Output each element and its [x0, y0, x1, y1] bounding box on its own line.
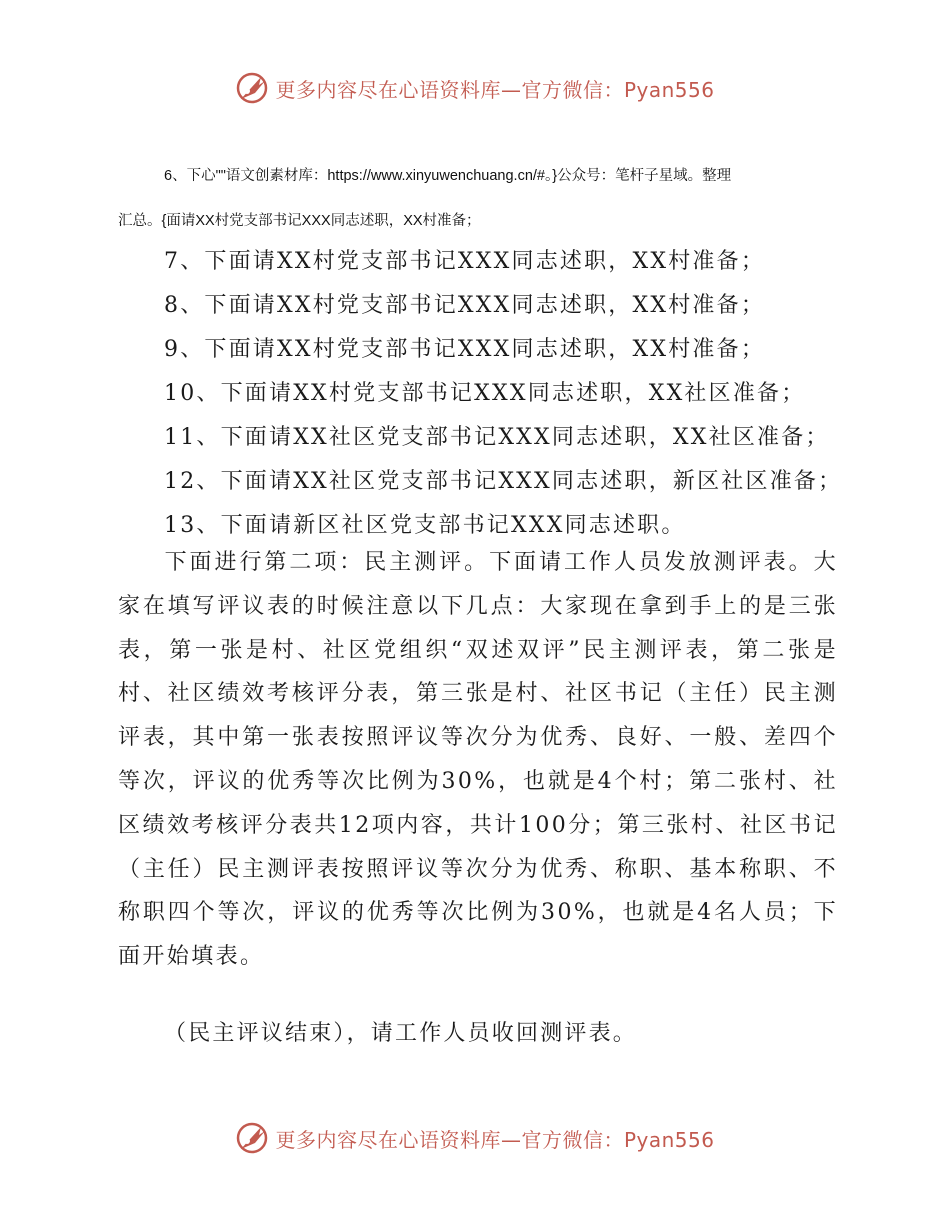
watermark-text: 更多内容尽在心语资料库—官方微信：Pyan556	[275, 77, 715, 102]
header-watermark	[0, 68, 950, 108]
watermark-text: 更多内容尽在心语资料库—官方微信：Pyan556	[275, 1127, 715, 1152]
body-paragraph-text: 下面进行第二项：民主测评。下面请工作人员发放测评表。大家在填写评议表的时候注意以下几点：大家现在拿到手上的是三张表，第一张是村、社区党组织“双述双评”民主测评表，第二张是村、社区绩效考核评分表，第三张是村、社区书记（主任）民主测评表，其中第一张表按照评议等次分为优秀、良好、一般、差四个等次，评议的优秀等次比例为30%，也就是4个村；第二张村、社区绩效考核评分表共12项内容，共计100分；第三张村、社区书记（主任）民主测评表按照评议等次分为优秀、称职、基本称职、不称职四个等次，评议的优秀等次比例为30%，也就是4名人员；下面开始填表。	[118, 550, 838, 970]
list-item: 12、下面请XX社区党支部书记XXX同志述职，新区社区准备；	[164, 469, 843, 494]
list-item: 13、下面请新区社区党支部书记XXX同志述职。	[164, 513, 686, 538]
body-paragraph	[118, 541, 838, 979]
intro-line-2: 汇总。{面请XX村党支部书记XXX同志述职，XX村准备；	[118, 213, 481, 229]
list-item: 9、下面请XX村党支部书记XXX同志述职，XX村准备；	[164, 337, 766, 362]
list-item: 7、下面请XX村党支部书记XXX同志述职，XX村准备；	[164, 249, 766, 274]
quill-logo-icon	[235, 1121, 269, 1155]
footer-watermark	[0, 1118, 950, 1158]
quill-logo-icon	[235, 71, 269, 105]
list-item: 11、下面请XX社区党支部书记XXX同志述职，XX社区准备；	[164, 425, 830, 450]
closing-line: （民主评议结束），请工作人员收回测评表。	[164, 1021, 638, 1046]
list-item: 10、下面请XX村党支部书记XXX同志述职，XX社区准备；	[164, 381, 806, 406]
intro-line-1: 6、下心""语文创素材库：https://www.xinyuwenchuang.cn/#。}公众号：笔杆子星域。整理	[164, 168, 732, 184]
list-item: 8、下面请XX村党支部书记XXX同志述职，XX村准备；	[164, 293, 766, 318]
